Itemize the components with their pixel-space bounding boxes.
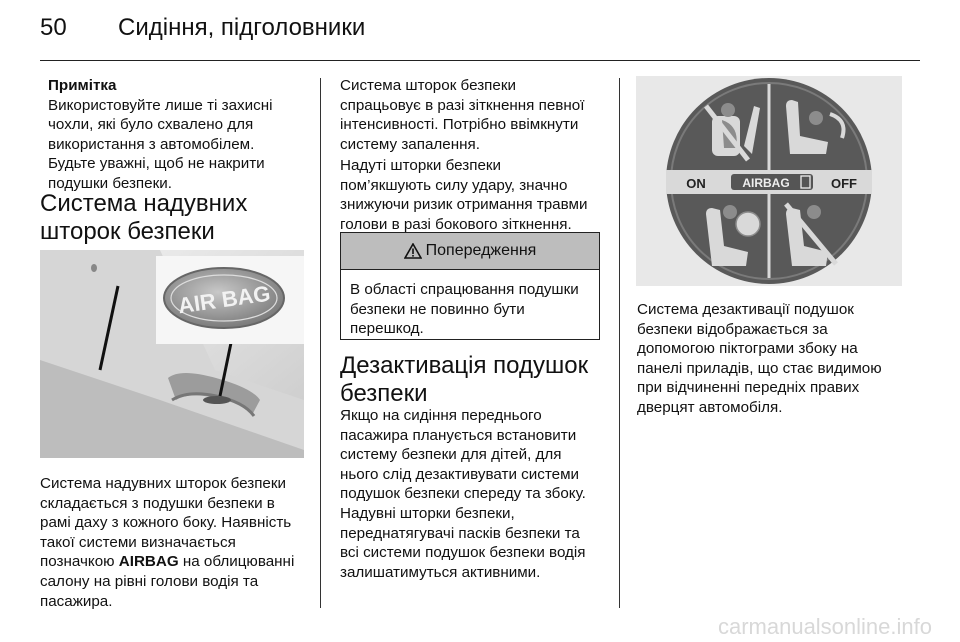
caption-line: дверцят автомобіля.: [637, 398, 783, 416]
note-line: Використовуйте лише ті захисні: [48, 96, 273, 114]
para-text: позначкою: [40, 553, 119, 571]
curtain-activation-paragraph: [340, 76, 610, 154]
warning-line: перешкод.: [350, 320, 424, 338]
para-line: інтенсивності. Потрібно ввімкнути: [340, 116, 579, 134]
deactivation-paragraph: [340, 406, 612, 582]
note-line: чохли, які було схвалено для: [48, 116, 254, 134]
warning-line: В області спрацювання подушки: [350, 281, 579, 298]
curtain-effect-paragraph: [340, 156, 610, 234]
on-label: ON: [686, 176, 706, 191]
caption-line: допомогою піктограми збоку на: [637, 340, 858, 358]
pictogram-caption: [637, 300, 915, 418]
warning-triangle-icon: [404, 243, 422, 259]
page-number: 50: [40, 14, 67, 41]
off-label: OFF: [831, 176, 857, 191]
section-heading-deactivation: [340, 352, 615, 408]
warning-line: безпеки не повинно бути: [350, 300, 525, 318]
para-line: такої системи визначається: [40, 533, 236, 551]
para-line: Якщо на сидіння переднього: [340, 407, 542, 424]
caption-line: Система дезактивації подушок: [637, 301, 854, 318]
curtain-airbag-paragraph: [40, 474, 318, 611]
para-text: на облицюванні: [178, 553, 295, 571]
airbag-deactivation-pictogram: [636, 76, 902, 286]
warning-header: [341, 233, 599, 270]
warning-box: [340, 232, 600, 340]
warning-title: Попередження: [425, 242, 537, 259]
page-title: Сидіння, підголовники: [118, 14, 366, 41]
para-line: Надувні шторки безпеки,: [340, 504, 515, 522]
para-line: спрацьовує в разі зіткнення певної: [340, 96, 585, 114]
para-line: салону на рівні голови водія та: [40, 572, 259, 590]
caption-line: безпеки відображається за: [637, 320, 828, 338]
roof-airbag-illustration: [40, 250, 304, 458]
header-rule: [40, 60, 920, 61]
heading-line: безпеки: [340, 380, 428, 407]
column-divider: [619, 78, 620, 608]
note-label: Примітка: [48, 77, 117, 94]
airbag-label: AIR BAG: [176, 280, 272, 319]
caption-line: при відчиненні передніх правих: [637, 379, 860, 397]
para-line: пасажира планується встановити: [340, 426, 577, 444]
para-line: переднатягувачі пасків безпеки та: [340, 524, 580, 542]
note-line: використання з автомобілем.: [48, 135, 255, 153]
column-divider: [320, 78, 321, 608]
para-line: систему запалення.: [340, 135, 480, 153]
para-line: знижуючи ризик отримання травми: [340, 196, 588, 214]
para-line: рамі даху з кожного боку. Наявність: [40, 514, 292, 532]
warning-body: [341, 270, 599, 339]
heading-line: шторок безпеки: [40, 218, 215, 245]
para-line: систему безпеки для дітей, для: [340, 446, 562, 464]
para-line: Система надувних шторок безпеки: [40, 475, 287, 492]
airbag-term: AIRBAG: [118, 553, 179, 571]
note-block: [48, 76, 313, 194]
para-line: всі системи подушок безпеки водія: [340, 544, 586, 562]
airbag-pictogram-label: AIRBAG: [742, 176, 790, 190]
note-line: Будьте уважні, щоб не накрити: [48, 155, 265, 173]
para-line: залишатимуться активними.: [340, 563, 541, 581]
para-line: складається з подушки безпеки в: [40, 494, 275, 512]
para-line: Надуті шторки безпеки: [340, 157, 502, 174]
heading-line: Система надувних: [40, 190, 248, 217]
para-line: голови в разі бокового зіткнення.: [340, 215, 572, 233]
para-line: пом’якшують силу удару, значно: [340, 176, 568, 194]
heading-line: Дезактивація подушок: [340, 352, 589, 379]
para-line: нього слід дезактивувати системи: [340, 465, 579, 483]
para-line: [40, 552, 318, 572]
caption-line: панелі приладів, що стає видимою: [637, 359, 882, 377]
watermark: carmanualsonline.info: [717, 614, 932, 639]
para-line: Система шторок безпеки: [340, 77, 516, 94]
note-line: подушки безпеки.: [48, 174, 172, 192]
para-line: пасажира.: [40, 592, 113, 610]
section-heading-curtain-airbag: [40, 190, 315, 246]
para-line: подушок безпеки спереду та збоку.: [340, 485, 586, 503]
